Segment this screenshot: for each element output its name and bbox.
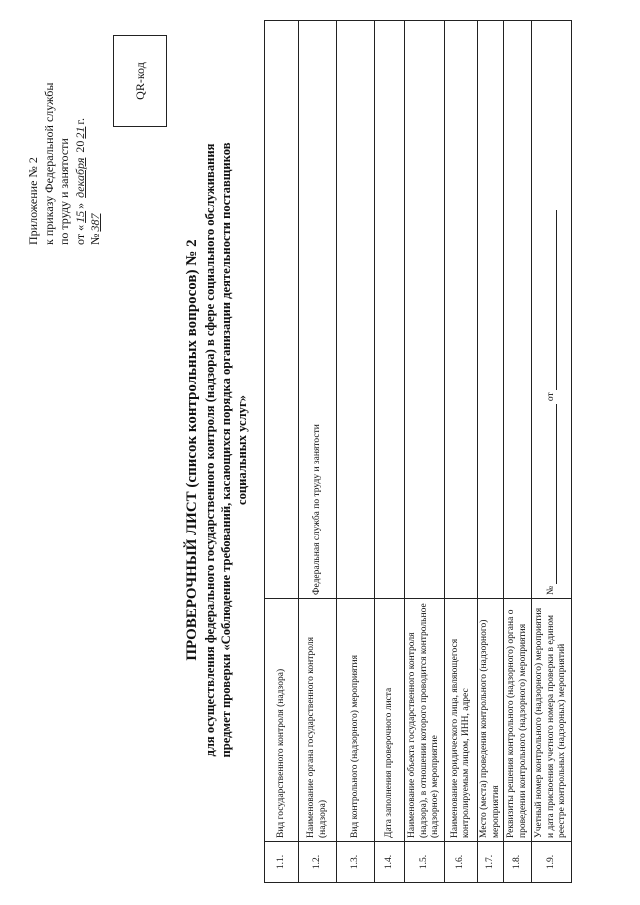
row-number: 1.3. [337,842,375,883]
date-prefix: от « [72,224,87,245]
row-value[interactable] [337,21,375,599]
appendix-order-ref: к приказу Федеральной службы [41,82,56,245]
date-suffix: г. [72,118,87,125]
date-year-prefix: 20 [72,140,87,153]
table-row [532,21,572,883]
table-row [504,21,532,883]
appendix-header [26,5,104,245]
row-label: Наименование органа государственного контроля (надзора) [299,599,337,842]
row-label: Реквизиты решения контрольного (надзорного) органа о проведении контрольного (надзорного) мероприятия [504,599,532,842]
date-blank-line[interactable] [556,210,557,390]
row-label: Учетный номер контрольного (надзорного) мероприятия и дата присвоения учетного номера проверки в едином реестре контрольных (надзорных) мероприятий [532,599,572,842]
from-label: от [545,392,556,402]
number-value: 387 [88,213,102,232]
row-value[interactable] [265,21,299,599]
row-label: Наименование объекта государственного контроля (надзора), в отношении которого проводится контрольное (надзорное) мероприятие [405,599,445,842]
appendix-agency: по труду и занятости [57,138,71,245]
row-number: 1.9. [532,842,572,883]
row-label: Вид контрольного (надзорного) мероприятия [337,599,375,842]
table-row [375,21,405,883]
date-mid: » [72,202,87,209]
row-label: Место (места) проведения контрольного (надзорного) мероприятия [478,599,504,842]
row-number: 1.5. [405,842,445,883]
row-number: 1.6. [445,842,478,883]
appendix-date [73,5,89,245]
appendix-title: Приложение № 2 [26,157,40,245]
row-value[interactable] [478,21,504,599]
number-prefix: № [88,233,102,245]
title-line-2: для осуществления федерального государственного контроля (надзора) в сфере социального обслуживания [203,143,217,757]
row-number: 1.2. [299,842,337,883]
document-title [183,25,250,875]
number-sign: № [545,585,556,595]
table-row [445,21,478,883]
registration-number-field[interactable] [532,21,572,599]
number-blank-line[interactable] [556,404,557,584]
table-row [478,21,504,883]
title-line-1: ПРОВЕРОЧНЫЙ ЛИСТ (список контрольных вопросов) № 2 [184,239,200,661]
title-line-4: социальных услуг» [235,395,249,505]
table-row [265,21,299,883]
table-row [299,21,337,883]
date-month: декабря [72,157,87,198]
appendix-number [88,5,104,245]
row-label: Вид государственного контроля (надзора) [265,599,299,842]
row-value[interactable] [405,21,445,599]
checklist-table [264,20,572,883]
title-line-3: предмет проверки «Соблюдение требований, касающихся порядка организации деятельности поставщиков [219,142,233,758]
row-value[interactable]: Федеральная служба по труду и занятости [299,21,337,599]
table-row [337,21,375,883]
qr-code-label: QR-код [132,62,147,100]
row-number: 1.4. [375,842,405,883]
date-day: 15 [72,210,87,223]
table-row [405,21,445,883]
row-number: 1.8. [504,842,532,883]
row-label: Наименование юридического лица, являющегося контролируемым лицом, ИНН, адрес [445,599,478,842]
row-number: 1.7. [478,842,504,883]
date-year: 21 [72,126,87,139]
row-label: Дата заполнения проверочного листа [375,599,405,842]
row-value[interactable] [504,21,532,599]
row-value[interactable] [445,21,478,599]
row-number: 1.1. [265,842,299,883]
row-value[interactable] [375,21,405,599]
qr-code-box [113,35,167,127]
